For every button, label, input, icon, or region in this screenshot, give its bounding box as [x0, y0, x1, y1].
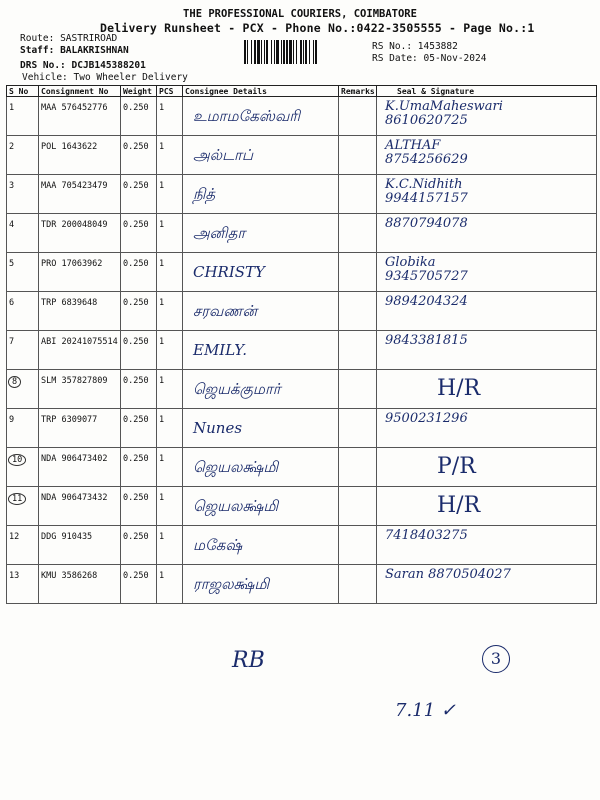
cell-consignee	[183, 97, 339, 136]
cell-consignee	[183, 409, 339, 448]
barcode-bar	[317, 40, 318, 64]
table-header-row	[7, 86, 597, 97]
rs-no-label: RS No.:	[372, 41, 413, 52]
table-row	[7, 409, 597, 448]
row-pcs: 1	[159, 181, 165, 191]
table-row	[7, 214, 597, 253]
col-header-weight: Weight	[121, 86, 157, 97]
cell-pcs	[157, 253, 183, 292]
cell-weight	[121, 175, 157, 214]
row-weight: 0.250	[123, 337, 149, 347]
cell-signature	[377, 97, 597, 136]
cell-sno	[7, 175, 39, 214]
cell-signature	[377, 409, 597, 448]
barcode-image	[244, 40, 364, 64]
row-pcs: 1	[159, 493, 165, 503]
cell-signature	[377, 448, 597, 487]
consignee-handwriting: அல்டாப்	[193, 146, 254, 164]
vehicle-line	[22, 72, 188, 83]
route-value: SASTRIROAD	[60, 33, 118, 44]
route-label: Route:	[20, 33, 55, 44]
signature-handwriting: Saran 8870504027	[385, 567, 511, 582]
cell-remarks	[339, 370, 377, 409]
cell-remarks	[339, 331, 377, 370]
cell-sno	[7, 97, 39, 136]
cell-consignment	[39, 292, 121, 331]
signature-handwriting: Globika 9345705727	[385, 255, 468, 284]
cell-consignment	[39, 370, 121, 409]
consignee-handwriting: உமாமகேஸ்வரி	[193, 107, 301, 125]
table-row	[7, 136, 597, 175]
cell-remarks	[339, 409, 377, 448]
cell-consignee	[183, 448, 339, 487]
runsheet-table	[6, 85, 597, 604]
row-weight: 0.250	[123, 454, 149, 464]
cell-remarks	[339, 565, 377, 604]
row-consignment: SLM 357827809	[41, 376, 108, 386]
cell-weight	[121, 448, 157, 487]
cell-pcs	[157, 409, 183, 448]
cell-consignee	[183, 370, 339, 409]
row-consignment: TDR 200048049	[41, 220, 108, 230]
cell-sno	[7, 292, 39, 331]
row-weight: 0.250	[123, 376, 149, 386]
cell-consignment	[39, 97, 121, 136]
staff-value: BALAKRISHNAN	[60, 45, 129, 56]
row-weight: 0.250	[123, 259, 149, 269]
cell-remarks	[339, 448, 377, 487]
row-consignment: DDG 910435	[41, 532, 93, 542]
consignee-handwriting: ஜெயலக்ஷ்மி	[193, 458, 279, 476]
tick-mark-icon: ✓	[435, 700, 456, 721]
cell-weight	[121, 97, 157, 136]
row-consignment: TRP 6839648	[41, 298, 98, 308]
signature-handwriting: K.C.Nidhith 9944157157	[385, 177, 468, 206]
cell-consignment	[39, 409, 121, 448]
cell-consignment	[39, 175, 121, 214]
table-row	[7, 448, 597, 487]
table-row	[7, 175, 597, 214]
row-pcs: 1	[159, 532, 165, 542]
cell-consignee	[183, 565, 339, 604]
cell-consignee	[183, 331, 339, 370]
cell-consignee	[183, 136, 339, 175]
table-row	[7, 526, 597, 565]
consignee-handwriting: அனிதா	[193, 224, 246, 242]
row-pcs: 1	[159, 337, 165, 347]
cell-consignee	[183, 526, 339, 565]
cell-signature	[377, 175, 597, 214]
row-pcs: 1	[159, 142, 165, 152]
signature-handwriting: 9500231296	[385, 411, 468, 426]
signature-handwriting: H/R	[437, 376, 481, 401]
cell-pcs	[157, 448, 183, 487]
row-pcs: 1	[159, 376, 165, 386]
cell-weight	[121, 292, 157, 331]
row-sno: 10	[8, 454, 26, 466]
signature-handwriting: H/R	[437, 493, 481, 518]
consignee-handwriting: CHRISTY	[193, 263, 265, 281]
cell-consignment	[39, 214, 121, 253]
cell-weight	[121, 565, 157, 604]
row-consignment: PRO 17063962	[41, 259, 103, 269]
cell-pcs	[157, 487, 183, 526]
row-pcs: 1	[159, 259, 165, 269]
cell-weight	[121, 370, 157, 409]
cell-consignee	[183, 175, 339, 214]
cell-pcs	[157, 565, 183, 604]
col-header-sno: S No	[7, 86, 39, 97]
signature-handwriting: 9894204324	[385, 294, 468, 309]
signature-handwriting: K.UmaMaheswari 8610620725	[385, 99, 503, 128]
cell-weight	[121, 214, 157, 253]
col-header-consignment: Consignment No	[39, 86, 121, 97]
cell-remarks	[339, 292, 377, 331]
row-sno: 8	[8, 376, 21, 388]
cell-remarks	[339, 175, 377, 214]
cell-weight	[121, 253, 157, 292]
row-weight: 0.250	[123, 298, 149, 308]
row-consignment: NDA 906473432	[41, 493, 108, 503]
cell-pcs	[157, 526, 183, 565]
row-weight: 0.250	[123, 220, 149, 230]
consignee-handwriting: ஜெயலக்ஷ்மி	[193, 497, 279, 515]
cell-signature	[377, 526, 597, 565]
company-title: THE PROFESSIONAL COURIERS, COIMBATORE	[183, 8, 417, 20]
runsheet-title: Delivery Runsheet - PCX - Phone No.:0422-3505555 - Page No.:1	[100, 21, 535, 35]
row-sno: 1	[9, 103, 15, 113]
rs-no-line	[372, 41, 458, 52]
cell-pcs	[157, 97, 183, 136]
col-header-signature: Seal & Signature	[377, 86, 597, 97]
table-row	[7, 292, 597, 331]
cell-sno	[7, 370, 39, 409]
row-pcs: 1	[159, 415, 165, 425]
cell-signature	[377, 292, 597, 331]
row-pcs: 1	[159, 454, 165, 464]
row-sno: 11	[8, 493, 26, 505]
row-consignment: ABI 20241075514	[41, 337, 118, 347]
route-line	[20, 33, 117, 44]
row-pcs: 1	[159, 220, 165, 230]
table-row	[7, 565, 597, 604]
cell-sno	[7, 487, 39, 526]
signature-handwriting: ALTHAF 8754256629	[385, 138, 468, 167]
cell-signature	[377, 370, 597, 409]
cell-sno	[7, 565, 39, 604]
cell-pcs	[157, 292, 183, 331]
table-row	[7, 253, 597, 292]
cell-consignee	[183, 487, 339, 526]
drs-value: DCJB145388201	[71, 60, 146, 71]
row-consignment: NDA 906473402	[41, 454, 108, 464]
cell-signature	[377, 136, 597, 175]
staff-label: Staff:	[20, 45, 55, 56]
row-sno: 2	[9, 142, 15, 152]
cell-remarks	[339, 214, 377, 253]
cell-signature	[377, 487, 597, 526]
cell-signature	[377, 331, 597, 370]
cell-weight	[121, 331, 157, 370]
table-row	[7, 487, 597, 526]
row-consignment: KMU 3586268	[41, 571, 98, 581]
consignee-handwriting: EMILY.	[193, 341, 247, 359]
col-header-remarks: Remarks	[339, 86, 377, 97]
row-weight: 0.250	[123, 493, 149, 503]
row-pcs: 1	[159, 103, 165, 113]
cell-consignment	[39, 526, 121, 565]
row-weight: 0.250	[123, 103, 149, 113]
signature-handwriting: 7418403275	[385, 528, 468, 543]
consignee-handwriting: Nunes	[193, 419, 243, 437]
row-sno: 12	[9, 532, 20, 542]
row-pcs: 1	[159, 571, 165, 581]
cell-weight	[121, 487, 157, 526]
date-handwriting	[395, 700, 456, 721]
cell-sno	[7, 331, 39, 370]
initials-handwriting: RB	[232, 648, 265, 673]
cell-pcs	[157, 136, 183, 175]
rs-date-label: RS Date:	[372, 53, 418, 64]
row-weight: 0.250	[123, 571, 149, 581]
rs-date-line	[372, 53, 486, 64]
count-circle-handwriting: 3	[482, 645, 510, 673]
cell-consignment	[39, 448, 121, 487]
row-consignment: MAA 576452776	[41, 103, 108, 113]
col-header-consignee: Consignee Details	[183, 86, 339, 97]
cell-signature	[377, 253, 597, 292]
signature-handwriting: P/R	[437, 454, 476, 479]
row-pcs: 1	[159, 298, 165, 308]
cell-consignee	[183, 253, 339, 292]
cell-sno	[7, 526, 39, 565]
cell-consignment	[39, 331, 121, 370]
row-consignment: TRP 6309077	[41, 415, 98, 425]
table-row	[7, 370, 597, 409]
cell-signature	[377, 214, 597, 253]
row-sno: 7	[9, 337, 15, 347]
row-weight: 0.250	[123, 142, 149, 152]
row-sno: 13	[9, 571, 20, 581]
cell-pcs	[157, 214, 183, 253]
row-sno: 9	[9, 415, 15, 425]
signature-handwriting: 8870794078	[385, 216, 468, 231]
staff-line	[20, 45, 129, 56]
vehicle-label: Vehicle:	[22, 72, 68, 83]
cell-sno	[7, 253, 39, 292]
cell-pcs	[157, 175, 183, 214]
consignee-handwriting: சரவணன்	[193, 302, 258, 320]
row-weight: 0.250	[123, 181, 149, 191]
cell-consignee	[183, 214, 339, 253]
consignee-handwriting: ராஜலக்ஷ்மி	[193, 575, 270, 593]
cell-consignment	[39, 565, 121, 604]
cell-pcs	[157, 331, 183, 370]
cell-remarks	[339, 136, 377, 175]
rs-date-value: 05-Nov-2024	[423, 53, 487, 64]
consignee-handwriting: ஜெயக்குமார்	[193, 380, 281, 398]
date-handwriting-text: 7.11	[395, 700, 436, 721]
cell-sno	[7, 136, 39, 175]
cell-remarks	[339, 526, 377, 565]
rs-no-value: 1453882	[417, 41, 458, 52]
cell-consignment	[39, 253, 121, 292]
consignee-handwriting: நித்	[193, 185, 216, 203]
cell-signature	[377, 565, 597, 604]
row-sno: 3	[9, 181, 15, 191]
cell-sno	[7, 214, 39, 253]
cell-sno	[7, 409, 39, 448]
signature-handwriting: 9843381815	[385, 333, 468, 348]
cell-consignment	[39, 136, 121, 175]
cell-weight	[121, 136, 157, 175]
col-header-pcs: PCS	[157, 86, 183, 97]
row-consignment: POL 1643622	[41, 142, 98, 152]
row-sno: 6	[9, 298, 15, 308]
cell-consignment	[39, 487, 121, 526]
table-row	[7, 97, 597, 136]
vehicle-value: Two Wheeler Delivery	[73, 72, 188, 83]
cell-remarks	[339, 487, 377, 526]
cell-weight	[121, 526, 157, 565]
drs-label: DRS No.:	[20, 60, 66, 71]
cell-remarks	[339, 97, 377, 136]
cell-consignee	[183, 292, 339, 331]
row-consignment: MAA 705423479	[41, 181, 108, 191]
consignee-handwriting: மகேஷ்	[193, 536, 243, 554]
cell-sno	[7, 448, 39, 487]
row-sno: 4	[9, 220, 15, 230]
table-row	[7, 331, 597, 370]
cell-remarks	[339, 253, 377, 292]
row-sno: 5	[9, 259, 15, 269]
row-weight: 0.250	[123, 532, 149, 542]
cell-weight	[121, 409, 157, 448]
row-weight: 0.250	[123, 415, 149, 425]
cell-pcs	[157, 370, 183, 409]
drs-line	[20, 60, 146, 71]
